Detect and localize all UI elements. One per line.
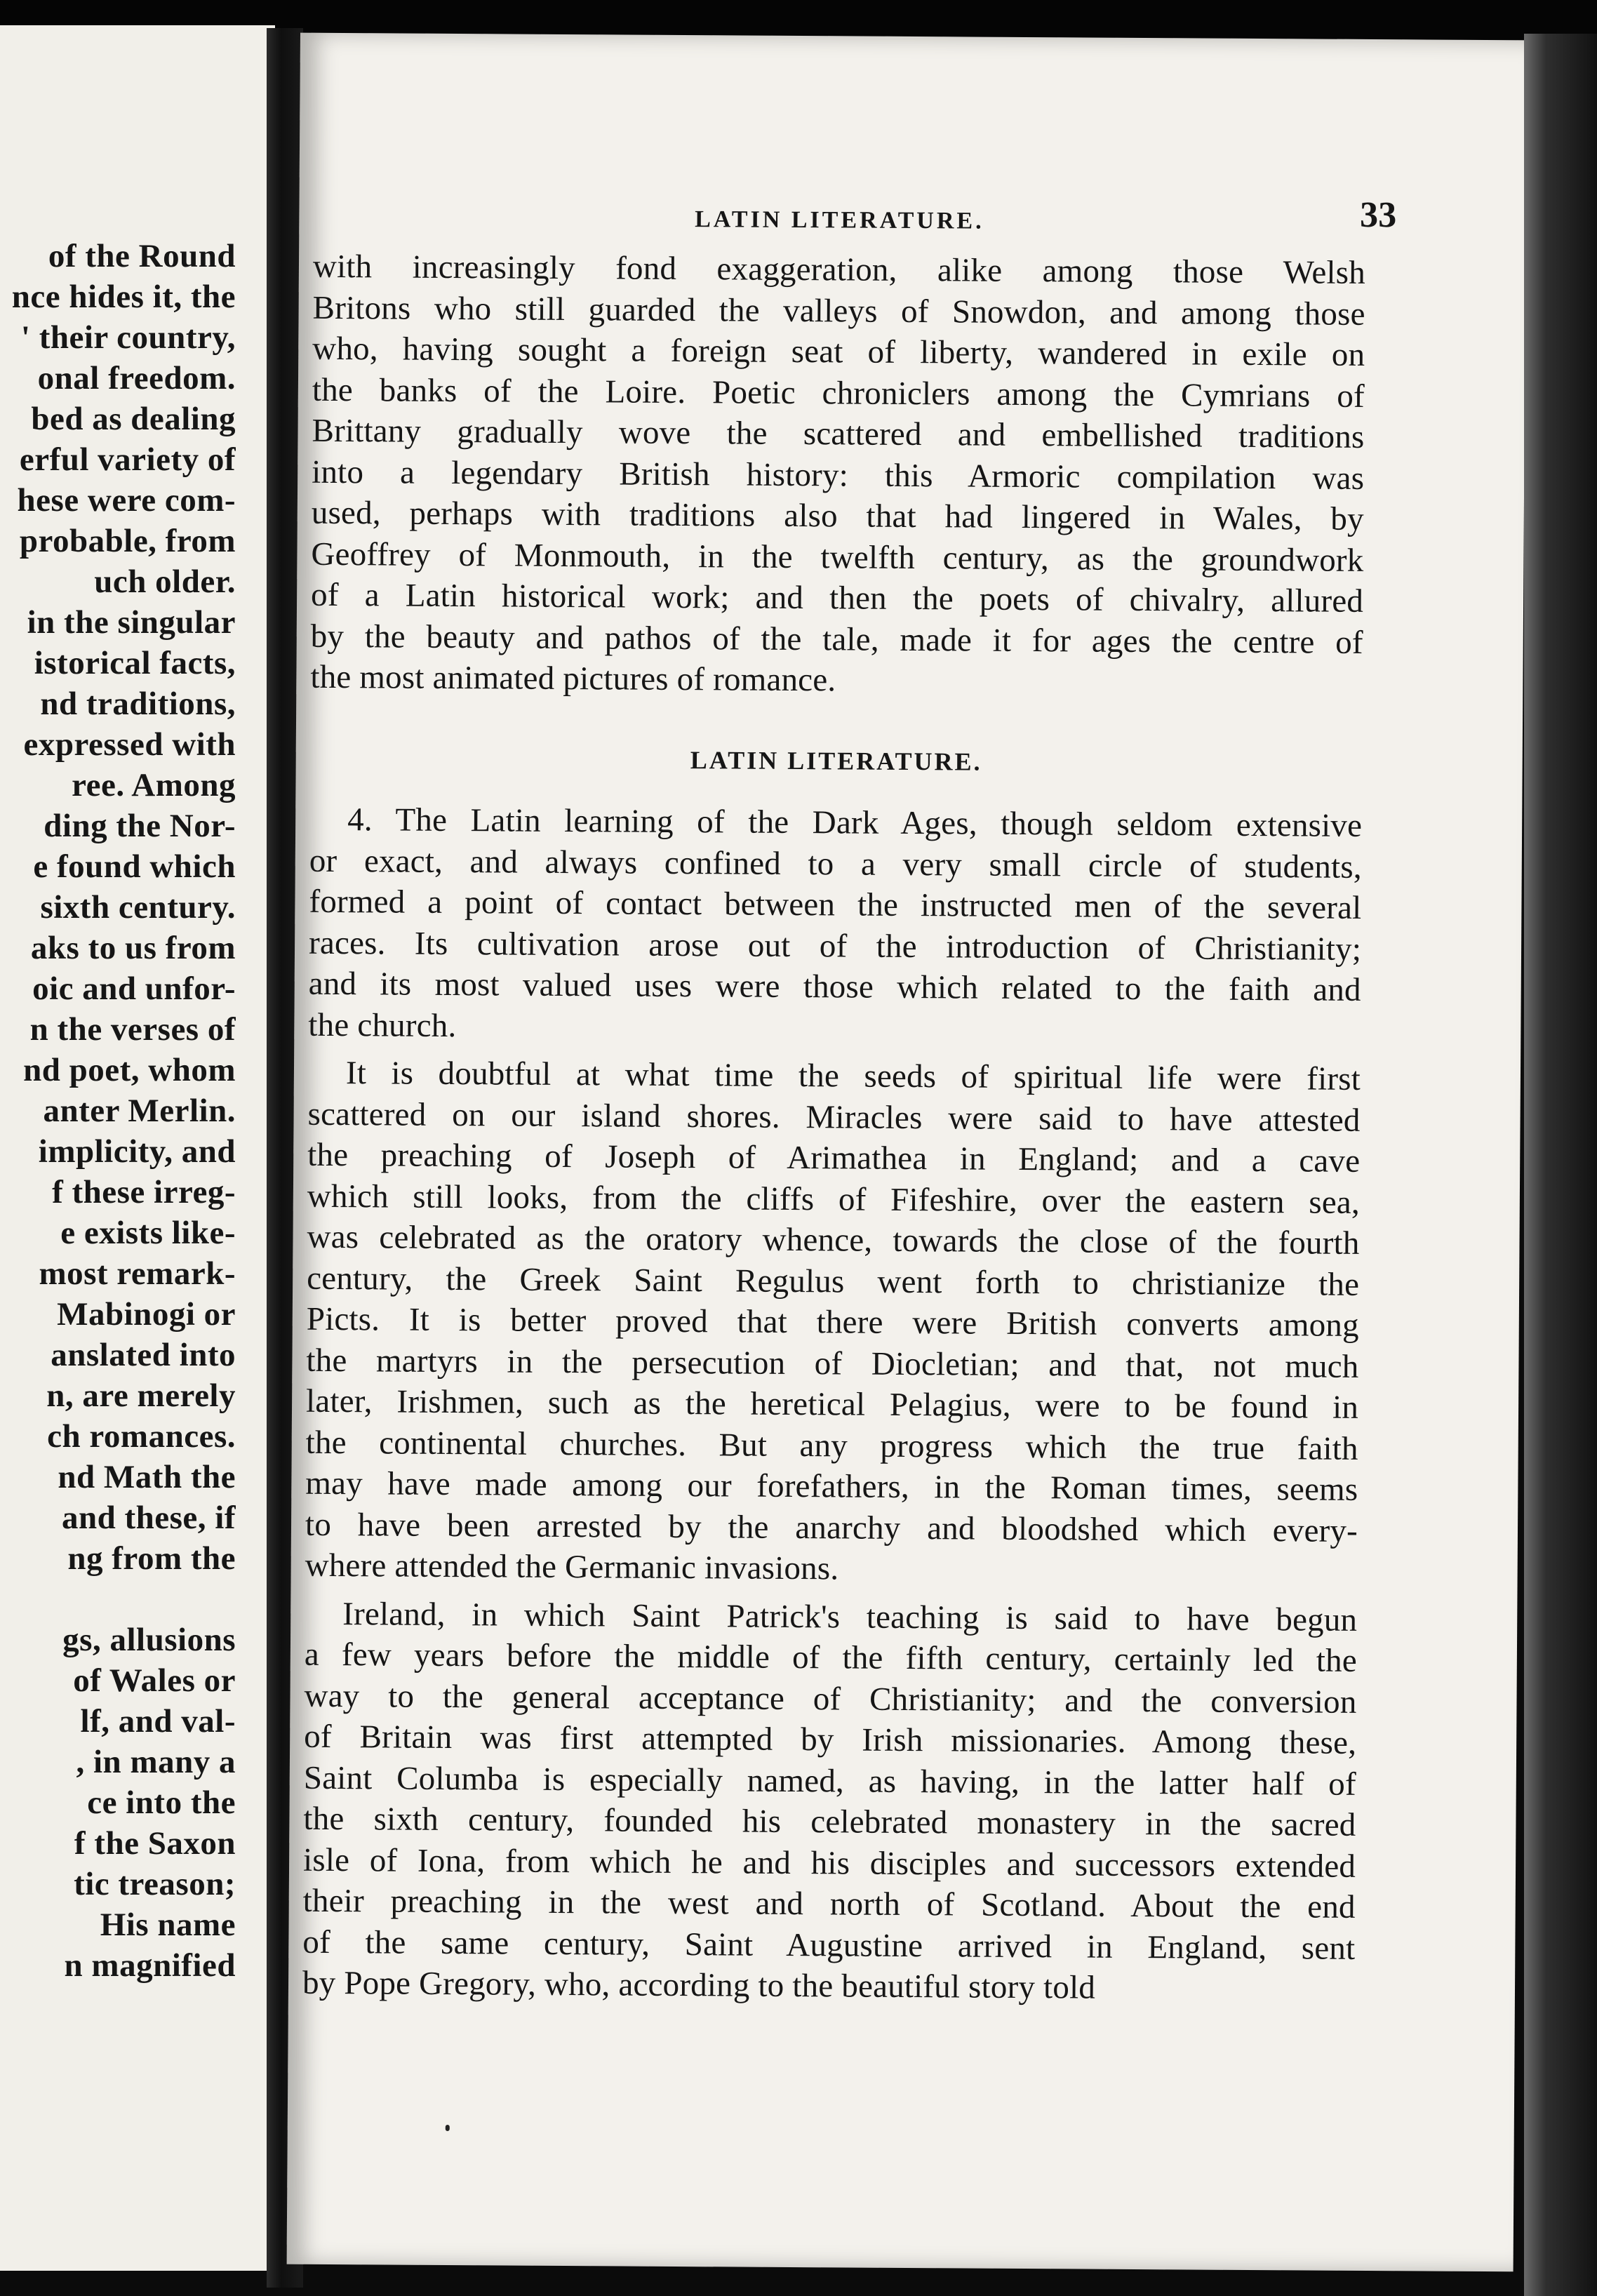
left-page-line: tic treason; xyxy=(74,1866,236,1902)
left-page-line: , in many a xyxy=(76,1744,236,1780)
text-line: which still looks, from the cliffs of Fifeshire, over the eastern sea, xyxy=(307,1177,1361,1221)
left-page-line: nd poet, whom xyxy=(23,1052,236,1088)
page-number: 33 xyxy=(1359,194,1397,236)
text-line: was celebrated as the oratory whence, towards the close of the fourth xyxy=(307,1218,1360,1262)
previous-page-fragment xyxy=(0,25,275,2271)
page-header xyxy=(313,194,1397,243)
left-page-line: erful variety of xyxy=(19,441,236,478)
section-heading: LATIN LITERATURE. xyxy=(690,745,982,776)
text-line: with increasingly fond exaggeration, alike among those Welsh xyxy=(312,248,1366,291)
left-page-line: n, are merely xyxy=(46,1377,236,1414)
text-line: the church. xyxy=(308,1006,457,1044)
left-page-line: uch older. xyxy=(94,563,236,600)
text-line: may have made among our forefathers, in the Roman times, seems xyxy=(305,1464,1358,1508)
left-page-line: n magnified xyxy=(64,1947,236,1984)
left-page-line: aks to us from xyxy=(30,930,236,966)
left-page-line: istorical facts, xyxy=(34,645,236,681)
text-line: It is doubtful at what time the seeds of spiritual life were first xyxy=(345,1055,1361,1097)
text-line: the preaching of Joseph of Arimathea in England; and a cave xyxy=(307,1136,1361,1180)
left-page-line: nd traditions, xyxy=(40,686,236,722)
text-line: the sixth century, founded his celebrated monastery in the sacred xyxy=(303,1800,1356,1843)
left-page-line: anslated into xyxy=(51,1337,236,1373)
text-line: scattered on our island shores. Miracles were said to have attested xyxy=(307,1095,1361,1139)
paragraph-romance xyxy=(310,246,1365,705)
left-page-line: e found which xyxy=(33,848,236,885)
text-line: races. Its cultivation arose out of the introduction of Christianity; xyxy=(308,924,1362,968)
left-page-line: nd Math the xyxy=(58,1459,236,1495)
text-line: way to the general acceptance of Christianity; and the conversion xyxy=(304,1677,1357,1721)
left-page-line: hese were com- xyxy=(17,482,236,519)
text-line: formed a point of contact between the instructed men of the several xyxy=(309,883,1362,926)
left-page-line: ch romances. xyxy=(47,1418,236,1455)
left-page-line: e exists like- xyxy=(60,1215,236,1251)
text-line: 4. The Latin learning of the Dark Ages, though seldom extensive xyxy=(347,801,1363,844)
left-page-line: ce into the xyxy=(87,1784,236,1821)
text-line: or exact, and always confined to a very small circle of students, xyxy=(309,842,1362,886)
text-line: a few years before the middle of the fifth century, certainly led the xyxy=(304,1636,1358,1679)
left-page-line: ' their country, xyxy=(20,319,236,356)
page-body xyxy=(302,246,1365,2010)
left-page-line: implicity, and xyxy=(38,1133,236,1170)
text-line: who, having sought a foreign seat of liberty, wandered in exile on xyxy=(312,330,1365,373)
text-line: by Pope Gregory, who, according to the beautiful story told xyxy=(302,1964,1096,2006)
text-line: of a Latin historical work; and then the poets of chivalry, allured xyxy=(310,576,1364,620)
text-line: the banks of the Loire. Poetic chroniclers among the Cymrians of xyxy=(312,371,1365,415)
left-page-line: of the Round xyxy=(48,238,236,274)
left-page-line: onal freedom. xyxy=(37,360,236,396)
text-line: into a legendary British history: this Armoric compilation was xyxy=(312,453,1365,497)
left-page-line: f these irreg- xyxy=(52,1174,236,1210)
left-page-line: bed as dealing xyxy=(31,401,236,437)
text-line: the continental churches. But any progress which the true faith xyxy=(305,1424,1358,1467)
left-page-line: anter Merlin. xyxy=(43,1093,236,1129)
text-line: their preaching in the west and north of Scotland. About the end xyxy=(302,1882,1356,1925)
previous-page-text xyxy=(0,236,236,1986)
text-line: Picts. It is better proved that there were British converts among xyxy=(306,1300,1359,1344)
ink-speck xyxy=(446,2125,450,2131)
text-line: the martyrs in the persecution of Diocletian; and that, not much xyxy=(306,1342,1359,1385)
paragraph-latin-learning xyxy=(308,799,1362,1052)
text-line: Geoffrey of Monmouth, in the twelfth century, as the groundwork xyxy=(311,535,1364,579)
page-33 xyxy=(287,33,1527,2272)
text-line: used, perhaps with traditions also that had lingered in Wales, by xyxy=(311,494,1364,538)
paragraph-ireland xyxy=(302,1593,1358,2010)
text-line: Brittany gradually wove the scattered and embellished traditions xyxy=(312,412,1365,455)
text-line: and its most valued uses were those which related to the faith and xyxy=(308,965,1361,1008)
text-line: the most animated pictures of romance. xyxy=(310,658,836,699)
left-page-line: ding the Nor- xyxy=(44,808,236,844)
left-page-line: n the verses of xyxy=(29,1011,236,1048)
text-line: of the same century, Saint Augustine arrived in England, sent xyxy=(302,1923,1356,1967)
left-page-line: gs, allusions xyxy=(62,1622,236,1658)
text-line: Saint Columba is especially named, as having, in the latter half of xyxy=(303,1759,1356,1803)
running-head: LATIN LITERATURE. xyxy=(695,206,984,234)
left-page-line: of Wales or xyxy=(73,1662,236,1699)
text-line: where attended the Germanic invasions. xyxy=(305,1547,839,1587)
text-line: by the beauty and pathos of the tale, made it for ages the centre of xyxy=(310,618,1363,661)
text-line: Britons who still guarded the valleys of Snowdon, and among those xyxy=(312,289,1365,333)
text-line: to have been arrested by the anarchy and bloodshed which every- xyxy=(305,1506,1358,1549)
text-line: century, the Greek Saint Regulus went forth to christianize the xyxy=(307,1260,1360,1303)
page-edge xyxy=(1524,34,1597,2296)
left-page-line: lf, and val- xyxy=(80,1703,236,1740)
left-page-line: probable, from xyxy=(19,523,236,559)
left-page-line: ree. Among xyxy=(72,767,236,803)
text-line: isle of Iona, from which he and his disciples and successors extended xyxy=(302,1841,1356,1885)
left-page-line: expressed with xyxy=(23,726,236,763)
left-page-line: His name xyxy=(100,1907,236,1943)
left-page-line: Mabinogi or xyxy=(57,1296,236,1333)
left-page-line: sixth century. xyxy=(40,889,236,926)
page-content xyxy=(302,194,1397,2006)
left-page-line: and these, if xyxy=(61,1500,236,1536)
left-page-line: in the singular xyxy=(27,604,236,641)
left-page-line xyxy=(0,1579,236,1620)
left-page-line: most remark- xyxy=(39,1255,236,1292)
left-page-line: f the Saxon xyxy=(74,1825,236,1862)
paragraph-spiritual-life xyxy=(305,1053,1361,1593)
text-line: later, Irishmen, such as the heretical Pelagius, were to be found in xyxy=(305,1382,1359,1426)
text-line: Ireland, in which Saint Patrick's teaching is said to have begun xyxy=(342,1595,1358,1638)
left-page-line: nce hides it, the xyxy=(11,279,236,315)
left-page-line: ng from the xyxy=(67,1540,236,1577)
left-page-line: oic and unfor- xyxy=(32,970,236,1007)
text-line: of Britain was first attempted by Irish missionaries. Among these, xyxy=(304,1718,1357,1761)
